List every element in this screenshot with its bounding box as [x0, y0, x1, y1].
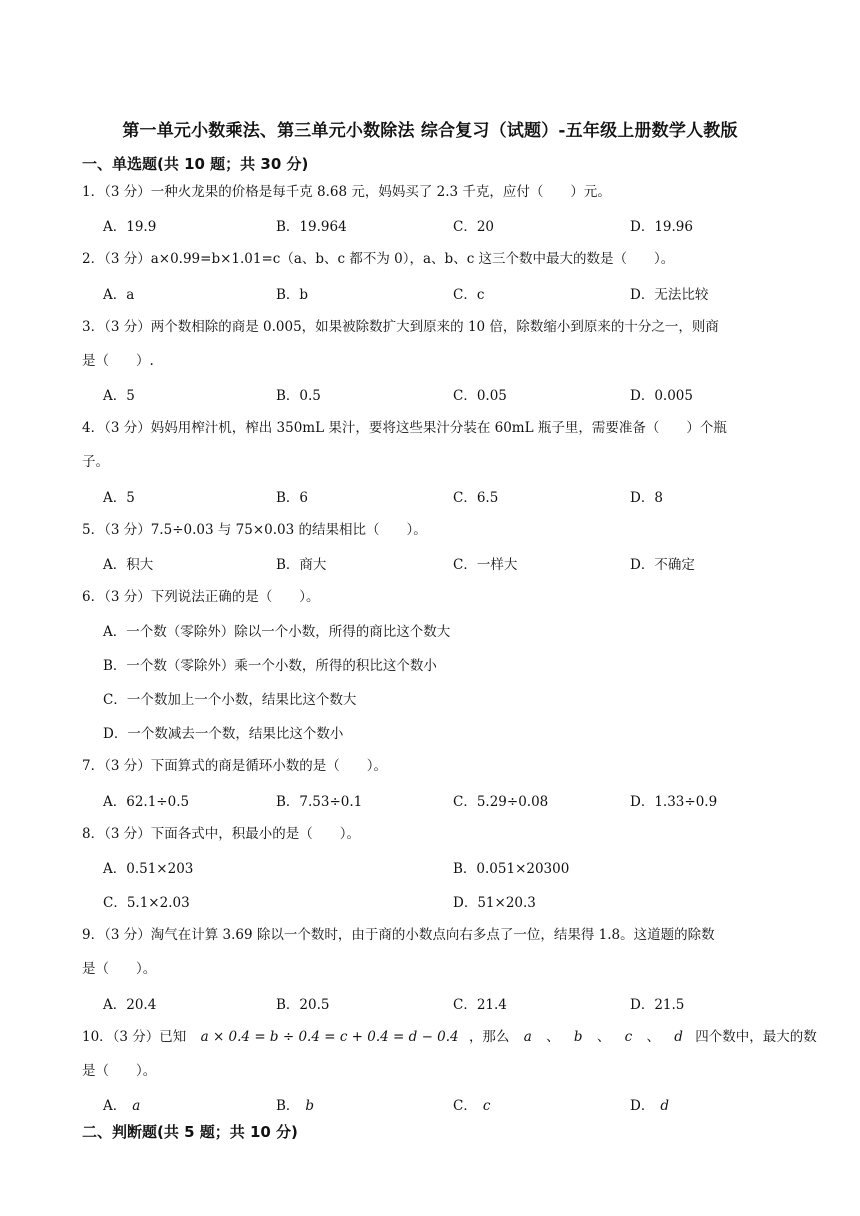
option-var: a	[132, 1098, 141, 1114]
question-10-formula: a × 0.4 = b ÷ 0.4 = c + 0.4 = d − 0.4	[200, 1029, 459, 1045]
var-a: a	[523, 1029, 532, 1045]
question-3-continuation: 是（ ）.	[82, 353, 154, 369]
option-var: d	[660, 1098, 669, 1114]
question-8: 8．（3 分）下面各式中，积最小的是（ ）。	[82, 826, 360, 842]
question-3: 3．（3 分）两个数相除的商是 0.005，如果被除数扩大到原来的 10 倍，除数缩小到原来的十分之一，则商	[82, 319, 719, 335]
option-d[interactable]: D．19.96	[630, 219, 693, 235]
question-2: 2．（3 分）a×0.99=b×1.01=c（a、b、c 都不为 0），a、b、c 这三个数中最大的数是（ ）。	[82, 251, 675, 267]
separator: 、	[546, 1029, 560, 1045]
page-title: 第一单元小数乘法、第三单元小数除法 综合复习（试题）-五年级上册数学人教版	[122, 121, 738, 141]
option-a[interactable]	[103, 1094, 140, 1114]
question-5-options	[103, 553, 813, 577]
var-d: d	[674, 1029, 683, 1045]
option-b[interactable]: B．20.5	[276, 997, 330, 1013]
option-b[interactable]: B．b	[276, 287, 309, 303]
option-b[interactable]	[276, 1094, 314, 1114]
question-6: 6．（3 分）下列说法正确的是（ ）。	[82, 589, 320, 605]
option-letter: C．	[453, 1098, 477, 1114]
option-d[interactable]: D．21.5	[630, 997, 685, 1013]
var-c: c	[624, 1029, 633, 1045]
question-2-options	[103, 283, 813, 307]
option-d[interactable]: D．一个数减去一个数，结果比这个数小	[103, 726, 344, 742]
option-b[interactable]: B．0.5	[276, 388, 321, 404]
option-d[interactable]: D．无法比较	[630, 287, 709, 303]
option-a[interactable]: A．积大	[103, 557, 154, 573]
section-heading-single-choice: 一、单选题(共 10 题；共 30 分)	[82, 155, 309, 173]
option-b[interactable]: B．0.051×20300	[453, 861, 570, 877]
question-8-options-row2	[103, 891, 813, 915]
question-10-suffix: 四个数中，最大的数	[695, 1029, 817, 1045]
option-a[interactable]: A．20.4	[103, 997, 157, 1013]
option-var: c	[482, 1098, 491, 1114]
question-10-options	[103, 1094, 813, 1118]
option-letter: D．	[630, 1098, 655, 1114]
option-a[interactable]: A．19.9	[103, 219, 157, 235]
option-a[interactable]: A．62.1÷0.5	[103, 794, 190, 810]
option-c[interactable]: C．21.4	[453, 997, 507, 1013]
option-letter: B．	[276, 1098, 300, 1114]
question-1-options	[103, 215, 813, 239]
question-9-continuation: 是（ ）。	[82, 961, 157, 977]
option-b[interactable]: B．6	[276, 490, 309, 506]
option-a[interactable]: A．5	[103, 490, 135, 506]
option-c[interactable]: C．一样大	[453, 557, 518, 573]
option-c[interactable]: C．0.05	[453, 388, 507, 404]
question-8-options-row1	[103, 857, 813, 881]
question-3-options	[103, 384, 813, 408]
question-10-continuation: 是（ ）。	[82, 1063, 157, 1079]
option-d[interactable]: D．1.33÷0.9	[630, 794, 718, 810]
option-var: b	[305, 1098, 315, 1114]
question-10-prefix: 10．（3 分）已知	[82, 1029, 187, 1045]
option-c[interactable]: C．20	[453, 219, 495, 235]
option-a[interactable]: A．a	[103, 287, 135, 303]
question-1: 1．（3 分）一种火龙果的价格是每千克 8.68 元，妈妈买了 2.3 千克，应付（ ）元。	[82, 184, 611, 200]
option-b[interactable]: B．商大	[276, 557, 327, 573]
question-4-options	[103, 486, 813, 510]
option-d[interactable]: D．51×20.3	[453, 895, 536, 911]
option-d[interactable]	[630, 1094, 669, 1114]
option-d[interactable]: D．不确定	[630, 557, 695, 573]
question-10-mid: ，那么	[468, 1029, 510, 1045]
option-d[interactable]: D．8	[630, 490, 663, 506]
question-9-options	[103, 993, 813, 1017]
separator: 、	[596, 1029, 611, 1045]
question-4: 4．（3 分）妈妈用榨汁机，榨出 350mL 果汁，要将这些果汁分装在 60mL 瓶子里，需要准备（ ）个瓶	[82, 420, 727, 436]
option-a[interactable]: A．一个数（零除外）除以一个小数，所得的商比这个数大	[103, 624, 451, 640]
question-4-continuation: 子。	[82, 454, 109, 470]
separator: 、	[646, 1029, 660, 1045]
option-c[interactable]: C．6.5	[453, 490, 499, 506]
option-c[interactable]: C．c	[453, 287, 485, 303]
question-10	[82, 1020, 817, 1054]
option-c[interactable]: C．5.1×2.03	[103, 895, 190, 911]
section-heading-true-false: 二、判断题(共 5 题；共 10 分)	[82, 1123, 298, 1141]
option-c[interactable]: C．一个数加上一个小数，结果比这个数大	[103, 692, 357, 708]
option-a[interactable]: A．5	[103, 388, 135, 404]
option-b[interactable]: B．19.964	[276, 219, 347, 235]
option-a[interactable]: A．0.51×203	[103, 861, 194, 877]
var-b: b	[573, 1029, 583, 1045]
option-c[interactable]: C．5.29÷0.08	[453, 794, 549, 810]
option-b[interactable]: B．7.53÷0.1	[276, 794, 363, 810]
option-letter: A．	[103, 1098, 127, 1114]
question-7: 7．（3 分）下面算式的商是循环小数的是（ ）。	[82, 758, 387, 774]
question-9: 9．（3 分）淘气在计算 3.69 除以一个数时，由于商的小数点向右多点了一位，结果得 1.8。这道题的除数	[82, 927, 715, 943]
option-c[interactable]	[453, 1094, 490, 1114]
option-b[interactable]: B．一个数（零除外）乘一个小数，所得的积比这个数小	[103, 658, 437, 674]
question-7-options	[103, 790, 813, 814]
option-d[interactable]: D．0.005	[630, 388, 693, 404]
question-5: 5．（3 分）7.5÷0.03 与 75×0.03 的结果相比（ ）。	[82, 522, 427, 538]
